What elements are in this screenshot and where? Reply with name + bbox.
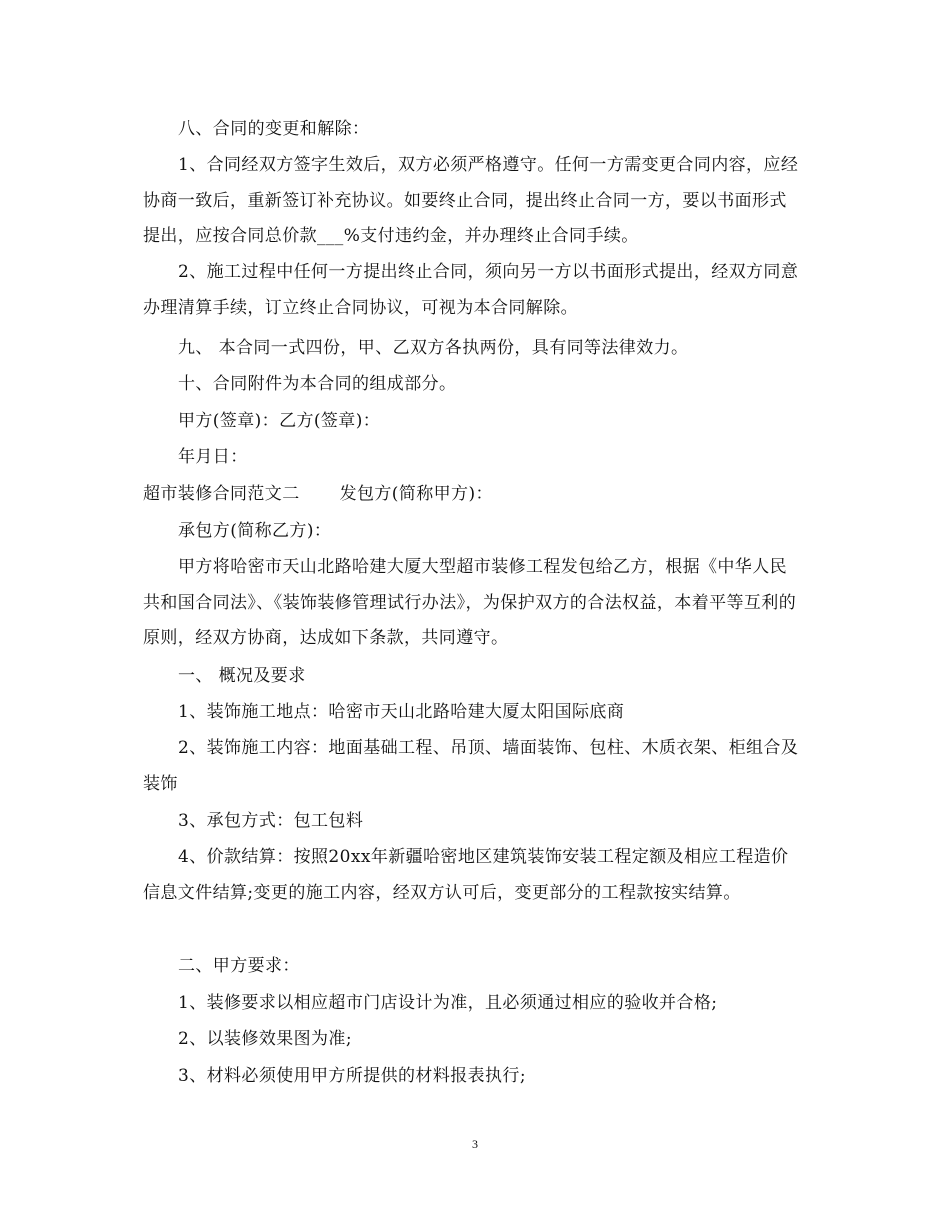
contractor-party-label: 承包方(简称乙方)： [178, 521, 332, 541]
paragraph-2-1: 1、装修要求以相应超市门店设计为准，且必须通过相应的验收并合格; [178, 993, 718, 1013]
section-heading-2: 二、甲方要求： [178, 956, 300, 976]
intro-paragraph: 甲方将哈密市天山北路哈建大厦大型超市装修工程发包给乙方，根据《中华人民共和国合同法》、《装饰装修管理试行办法》，为保护双方的合法权益，本着平等互利的原则，经双方协商，达成如下条款，共同遵守。 [143, 557, 797, 648]
contract-title: 超市装修合同范文二 [143, 484, 300, 504]
section-heading-8: 八、合同的变更和解除： [178, 119, 370, 139]
paragraph-8-1: 1、合同经双方签字生效后，双方必须严格遵守。任何一方需变更合同内容，应经协商一致后，重新签订补充协议。如要终止合同，提出终止合同一方，要以书面形式提出，应按合同总价款___%支付违约金，并办理终止合同手续。 [143, 155, 799, 246]
paragraph-2-2: 2、以装修效果图为准; [178, 1029, 352, 1049]
employer-party-label: 发包方(简称甲方)： [339, 484, 493, 504]
page-number: 3 [472, 1137, 478, 1151]
contract-title-line [143, 477, 803, 513]
date-line: 年月日： [178, 447, 248, 467]
paragraph-8-2: 2、施工过程中任何一方提出终止合同，须向另一方以书面形式提出，经双方同意办理清算手续，订立终止合同协议，可视为本合同解除。 [143, 262, 799, 318]
paragraph-1-2: 2、装饰施工内容：地面基础工程、吊顶、墙面装饰、包柱、木质衣架、柜组合及装饰 [143, 738, 799, 794]
section-heading-10: 十、合同附件为本合同的组成部分。 [178, 374, 457, 394]
paragraph-1-4: 4、价款结算：按照20xx年新疆哈密地区建筑装饰安装工程定额及相应工程造价信息文件结算;变更的施工内容，经双方认可后，变更部分的工程款按实结算。 [143, 847, 789, 903]
paragraph-1-3: 3、承包方式：包工包料 [178, 811, 364, 831]
section-heading-9: 九、 本合同一式四份，甲、乙双方各执两份，具有同等法律效力。 [178, 338, 689, 358]
signature-line: 甲方(签章)：乙方(签章)： [178, 411, 381, 431]
paragraph-2-3: 3、材料必须使用甲方所提供的材料报表执行; [178, 1066, 526, 1086]
section-heading-1: 一、 概况及要求 [178, 666, 306, 686]
paragraph-1-1: 1、装饰施工地点：哈密市天山北路哈建大厦太阳国际底商 [178, 702, 625, 722]
